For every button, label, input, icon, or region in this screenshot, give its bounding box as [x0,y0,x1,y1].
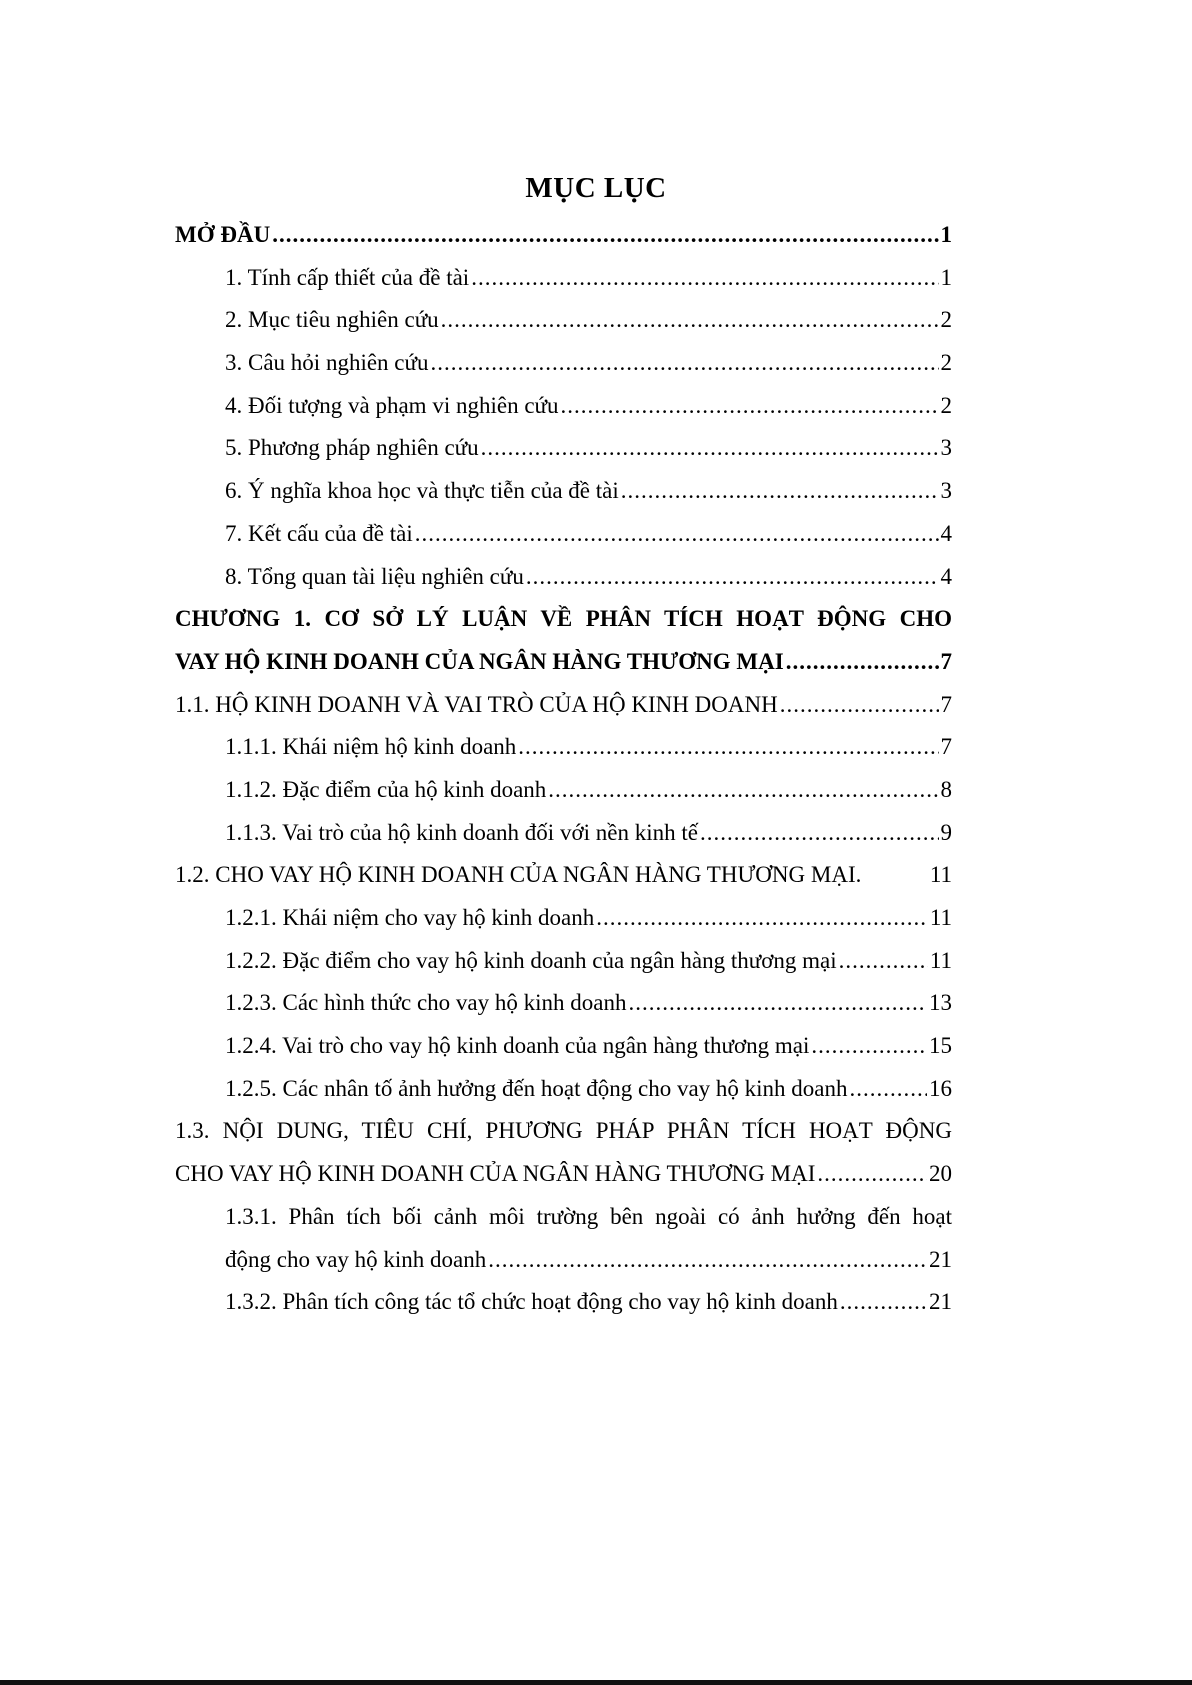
dot-leader [272,214,938,257]
dot-leader [441,299,939,342]
dot-leader [850,1068,927,1111]
toc-entry-label: 1.1. HỘ KINH DOANH VÀ VAI TRÒ CỦA HỘ KINH DOANH [175,691,778,717]
toc-entry[interactable] [175,513,952,556]
toc-chapter-1-line-1[interactable]: CHƯƠNG 1. CƠ SỞ LÝ LUẬN VỀ PHÂN TÍCH HOẠT ĐỘNG CHO [175,606,952,632]
toc-entry[interactable] [175,385,952,428]
toc-entry-label: VAY HỘ KINH DOANH CỦA NGÂN HÀNG THƯƠNG MẠI [175,648,784,674]
toc-entry-label: 4. Đối tượng và phạm vi nghiên cứu [225,392,559,418]
toc-entry[interactable] [175,556,952,599]
dot-leader [786,641,939,684]
toc-entry[interactable] [175,769,952,812]
toc-page-number: 3 [940,435,952,461]
toc-section-1-1[interactable] [175,684,952,727]
toc-page-number: 13 [929,990,952,1016]
toc-entry[interactable] [175,342,952,385]
toc-section-1-3-line-1[interactable]: 1.3. NỘI DUNG, TIÊU CHÍ, PHƯƠNG PHÁP PHÂN TÍCH HOẠT ĐỘNG [175,1118,952,1144]
toc-page-number: 21 [929,1246,952,1272]
dot-leader [471,257,938,300]
toc-entry[interactable] [175,257,952,300]
dot-leader [548,769,938,812]
toc-entry[interactable] [175,299,952,342]
toc-entry[interactable] [175,726,952,769]
toc-entry-label: 2. Mục tiêu nghiên cứu [225,307,439,333]
toc-page-number: 15 [929,1033,952,1059]
toc-entry-1-3-1-line-1[interactable]: 1.3.1. Phân tích bối cảnh môi trường bên ngoài có ảnh hưởng đến hoạt [225,1203,952,1229]
toc-entry-label: 1. Tính cấp thiết của đề tài [225,264,470,290]
toc-entry[interactable] [175,897,952,940]
dot-leader [561,385,939,428]
toc-entry[interactable] [175,982,952,1025]
dot-leader [430,342,938,385]
toc-entry[interactable] [175,1068,952,1111]
toc-page-number: 8 [940,776,952,802]
dot-leader [628,982,927,1025]
toc-page-number: 20 [929,1161,952,1187]
toc-page-number: 11 [929,862,952,888]
dot-leader [811,1025,927,1068]
toc-chapter-1-line-2[interactable] [175,641,952,684]
toc-page-number: 3 [940,478,952,504]
toc-page-number: 7 [940,734,952,760]
toc-page-number: 16 [929,1075,952,1101]
dot-leader [780,684,939,727]
page-title: MỤC LỤC [525,172,667,204]
toc-entry-label: 1.1.2. Đặc điểm của hộ kinh doanh [225,776,547,802]
toc-entry-label: 1.1.3. Vai trò của hộ kinh doanh đối với nền kinh tế [225,819,698,845]
dot-leader [488,1239,927,1282]
toc-entry-mo-dau[interactable] [175,214,952,257]
dot-leader [481,427,939,470]
toc-entry[interactable] [175,427,952,470]
toc-entry-1-3-2[interactable] [175,1281,952,1324]
toc-entry-label: 1.2.4. Vai trò cho vay hộ kinh doanh của ngân hàng thương mại [225,1033,810,1059]
toc-entry-label: 3. Câu hỏi nghiên cứu [225,350,429,376]
toc-entry-label: 1.3.2. Phân tích công tác tổ chức hoạt động cho vay hộ kinh doanh [225,1289,838,1315]
toc-entry[interactable] [175,470,952,513]
toc-page-number: 1 [940,264,952,290]
toc-entry[interactable] [175,940,952,983]
toc-page-number: 2 [940,350,952,376]
toc-page-number: 4 [940,563,952,589]
toc-entry-label: 8. Tổng quan tài liệu nghiên cứu [225,563,524,589]
toc-page-number: 9 [940,819,952,845]
page-bottom-edge [0,1680,1192,1685]
dot-leader [700,812,939,855]
toc-section-1-3-line-2[interactable] [175,1153,952,1196]
toc-entry-label: 7. Kết cấu của đề tài [225,520,413,546]
toc-section-1-2[interactable] [175,854,952,897]
toc-entry-label: 1.2. CHO VAY HỘ KINH DOANH CỦA NGÂN HÀNG THƯƠNG MẠI. [175,862,862,888]
toc-page-number: 7 [940,691,952,717]
toc-entry-label: CHO VAY HỘ KINH DOANH CỦA NGÂN HÀNG THƯƠNG MẠI [175,1161,816,1187]
toc-entry-label: động cho vay hộ kinh doanh [225,1246,487,1272]
toc-entry[interactable] [175,812,952,855]
toc-page-number: 11 [929,905,952,930]
toc-entry-label: 5. Phương pháp nghiên cứu [225,435,479,461]
toc-entry-label: 1.2.3. Các hình thức cho vay hộ kinh doanh [225,990,627,1016]
table-of-contents [175,214,952,1324]
dot-leader [596,897,928,940]
dot-leader [518,726,938,769]
dot-leader [839,940,928,983]
toc-entry[interactable] [175,1025,952,1068]
toc-entry-label: 1.2.2. Đặc điểm cho vay hộ kinh doanh của ngân hàng thương mại [225,947,837,973]
toc-page-number: 1 [940,222,952,247]
dot-leader [840,1281,927,1324]
toc-entry-1-3-1-line-2[interactable] [175,1239,952,1282]
toc-entry-label: 6. Ý nghĩa khoa học và thực tiễn của đề tài [225,478,619,504]
dot-leader [526,556,939,599]
toc-page-number: 4 [940,520,952,546]
toc-page-number: 11 [929,947,952,973]
dot-leader [817,1153,927,1196]
dot-leader [621,470,939,513]
dot-leader [415,513,939,556]
toc-entry-label: 1.2.5. Các nhân tố ảnh hưởng đến hoạt động cho vay hộ kinh doanh [225,1075,848,1101]
toc-entry-label: 1.2.1. Khái niệm cho vay hộ kinh doanh [225,905,595,930]
toc-page-number: 2 [940,392,952,418]
toc-entry-label: MỞ ĐẦU [175,222,271,247]
toc-page-number: 21 [929,1289,952,1315]
toc-page-number: 2 [940,307,952,333]
toc-entry-label: 1.1.1. Khái niệm hộ kinh doanh [225,734,517,760]
toc-page-number: 7 [940,648,952,674]
